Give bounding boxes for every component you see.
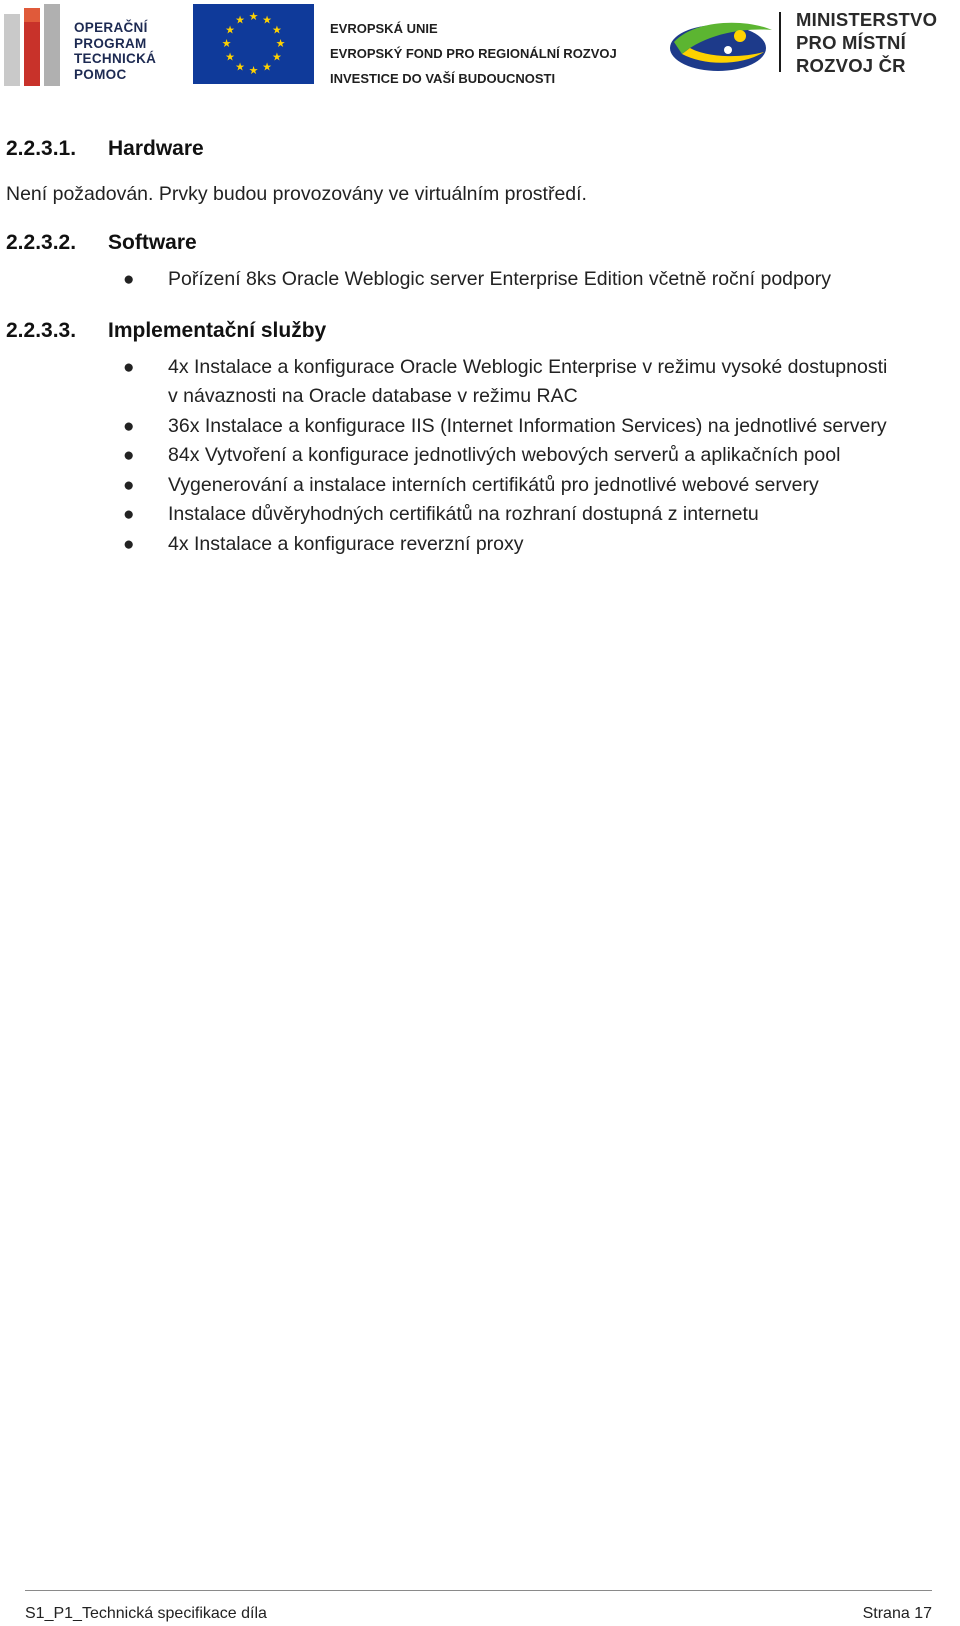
mmr-line: ROZVOJ ČR <box>796 55 906 76</box>
section-number: 2.2.3.1. <box>6 137 77 160</box>
list-item-text: v návaznosti na Oracle database v režimu RAC <box>168 385 578 407</box>
optp-bars-icon <box>4 4 66 86</box>
list-item-text: Pořízení 8ks Oracle Weblogic server Enterprise Edition včetně roční podpory <box>168 268 831 290</box>
section-heading-implementation <box>6 315 956 347</box>
svg-text:★: ★ <box>262 13 272 27</box>
list-item-text: 4x Instalace a konfigurace Oracle Weblogic Enterprise v režimu vysoké dostupnosti <box>168 355 888 378</box>
optp-text <box>74 20 156 82</box>
list-item-text: 4x Instalace a konfigurace reverzní proxy <box>168 532 524 555</box>
implementation-list <box>6 353 956 560</box>
list-item-text: Vygenerování a instalace interních certifikátů pro jednotlivé webové servery <box>168 473 819 496</box>
mmr-divider <box>779 12 781 72</box>
optp-line: POMOC <box>74 66 127 82</box>
list-item <box>6 530 956 560</box>
footer-page-number: Strana 17 <box>862 1605 932 1622</box>
list-item <box>6 471 956 501</box>
software-list <box>6 265 956 295</box>
bullet-icon: ● <box>123 415 135 437</box>
bullet-icon: ● <box>123 445 135 466</box>
bullet-icon: ● <box>123 533 135 555</box>
list-item-continuation <box>6 382 956 412</box>
svg-text:★: ★ <box>225 50 236 64</box>
list-item <box>6 265 956 295</box>
list-item-text: 36x Instalace a konfigurace IIS (Internet Information Services) na jednotlivé servery <box>168 414 887 437</box>
optp-line: TECHNICKÁ <box>74 51 157 66</box>
section-number: 2.2.3.2. <box>6 231 77 254</box>
page-footer <box>25 1590 932 1626</box>
list-item <box>6 500 956 530</box>
eu-line: EVROPSKÝ FOND PRO REGIONÁLNÍ ROZVOJ <box>330 46 617 61</box>
list-item <box>6 412 956 442</box>
mmr-line: PRO MÍSTNÍ <box>796 32 906 53</box>
optp-line: OPERAČNÍ <box>74 20 148 35</box>
eu-flag-icon <box>193 4 314 84</box>
eu-line: EVROPSKÁ UNIE <box>330 21 438 36</box>
eu-text <box>330 16 617 91</box>
svg-text:★: ★ <box>221 37 232 50</box>
svg-text:★: ★ <box>275 37 286 50</box>
bullet-icon: ● <box>123 356 135 378</box>
list-item <box>6 353 956 383</box>
list-item-text: 84x Vytvoření a konfigurace jednotlivých webových serverů a aplikačních pool <box>168 444 841 466</box>
mmr-text <box>796 8 937 77</box>
svg-text:★: ★ <box>262 60 272 74</box>
svg-text:★: ★ <box>248 10 259 23</box>
svg-text:★: ★ <box>225 23 236 37</box>
page-header <box>0 0 960 92</box>
footer-document-name: S1_P1_Technická specifikace díla <box>25 1605 267 1622</box>
bullet-icon: ● <box>123 269 135 290</box>
document-body <box>6 133 956 559</box>
section-title: Implementační služby <box>108 318 327 342</box>
list-item <box>6 441 956 471</box>
section-heading-hardware <box>6 133 956 165</box>
eu-line: INVESTICE DO VAŠÍ BUDOUCNOSTI <box>330 71 556 86</box>
svg-text:★: ★ <box>235 13 245 27</box>
mmr-line: MINISTERSTVO <box>796 9 938 30</box>
optp-line: PROGRAM <box>74 35 147 51</box>
section-title: Software <box>108 231 197 254</box>
mmr-logo-icon <box>668 14 792 74</box>
svg-text:★: ★ <box>271 50 282 64</box>
section-number: 2.2.3.3. <box>6 318 77 342</box>
list-item-text: Instalace důvěryhodných certifikátů na rozhraní dostupná z internetu <box>168 503 759 525</box>
svg-text:★: ★ <box>235 60 245 74</box>
hardware-paragraph: Není požadován. Prvky budou provozovány ve virtuálním prostředí. <box>6 183 587 205</box>
bullet-icon: ● <box>123 474 135 496</box>
section-title: Hardware <box>108 137 204 160</box>
svg-text:★: ★ <box>271 23 282 37</box>
bullet-icon: ● <box>123 504 135 525</box>
optp-logo <box>4 4 179 86</box>
section-heading-software <box>6 227 956 259</box>
svg-text:★: ★ <box>248 64 259 77</box>
